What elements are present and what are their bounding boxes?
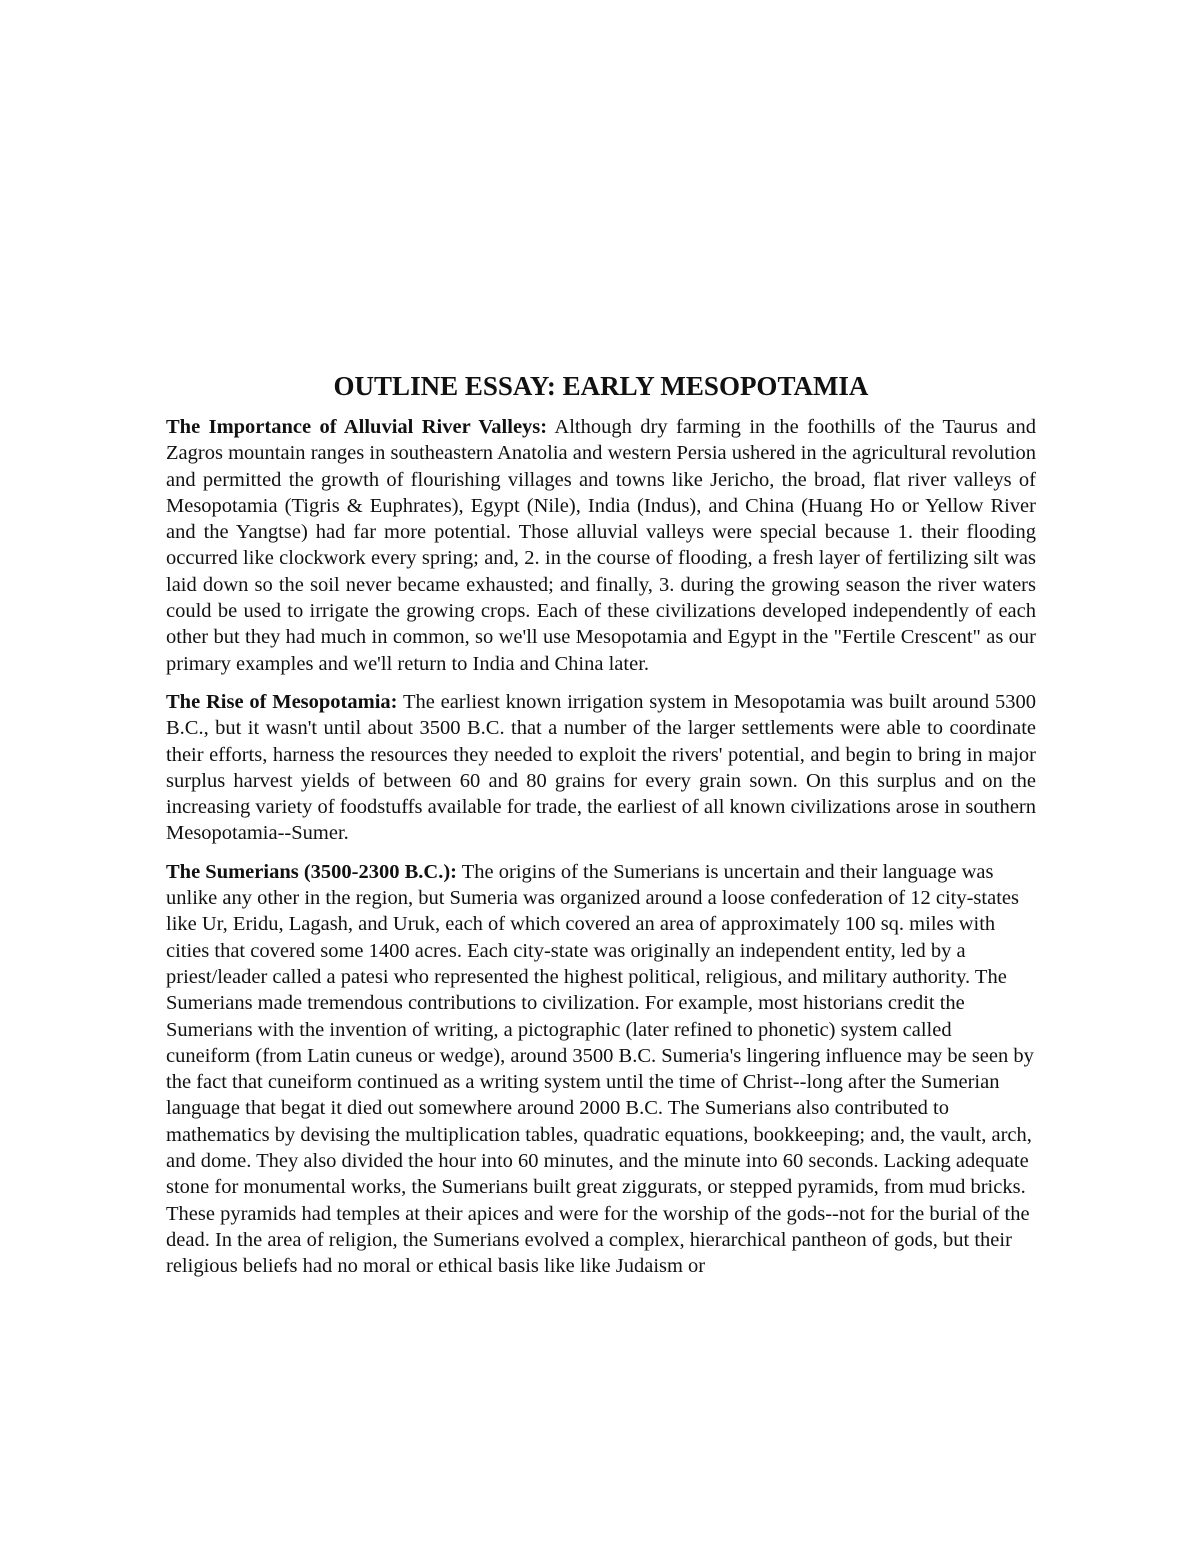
section-body: The origins of the Sumerians is uncertain and their language was unlike any other in the region, but Sumeria was organized around a loose confederation of 12 city-states like Ur, Eridu, Lagash, and Uruk, each of which covered an area of approximately 100 sq. miles with cities that covered some 1400 acres. Each city-state was originally an independent entity, led by a priest/leader called a patesi who represented the highest political, religious, and military authority. The Sumerians made tremendous contributions to civilization. For example, most historians credit the Sumerians with the invention of writing, a pictographic (later refined to phonetic) system called cuneiform (from Latin cuneus or wedge), around 3500 B.C. Sumeria's lingering influence may be seen by the fact that cuneiform continued as a writing system until the time of Christ--long after the Sumerian language that begat it died out somewhere around 2000 B.C. The Sumerians also contributed to mathematics by devising the multiplication tables, quadratic equations, bookkeeping; and, the vault, arch, and dome. They also divided the hour into 60 minutes, and the minute into 60 seconds. Lacking adequate stone for monumental works, the Sumerians built great ziggurats, or stepped pyramids, from mud bricks. These pyramids had temples at their apices and were for the worship of the gods--not for the burial of the dead. In the area of religion, the Sumerians evolved a complex, hierarchical pantheon of gods, but their religious beliefs had no moral or ethical basis like like Judaism or: [166, 860, 1034, 1278]
section-alluvial-valleys: [166, 414, 1036, 677]
section-heading: The Sumerians (3500-2300 B.C.):: [166, 860, 457, 883]
section-body: Although dry farming in the foothills of the Taurus and Zagros mountain ranges in southeastern Anatolia and western Persia ushered in the agricultural revolution and permitted the growth of flourishing villages and towns like Jericho, the broad, flat river valleys of Mesopotamia (Tigris & Euphrates), Egypt (Nile), India (Indus), and China (Huang Ho or Yellow River and the Yangtse) had far more potential. Those alluvial valleys were special because 1. their flooding occurred like clockwork every spring; and, 2. in the course of flooding, a fresh layer of fertilizing silt was laid down so the soil never became exhausted; and finally, 3. during the growing season the river waters could be used to irrigate the growing crops. Each of these civilizations developed independently of each other but they had much in common, so we'll use Mesopotamia and Egypt in the "Fertile Crescent" as our primary examples and we'll return to India and China later.: [166, 416, 1037, 675]
section-heading: The Rise of Mesopotamia:: [166, 690, 398, 713]
document-page: [166, 368, 1036, 1292]
section-sumerians: [166, 859, 1036, 1280]
section-rise-of-mesopotamia: [166, 689, 1036, 847]
page-title: OUTLINE ESSAY: EARLY MESOPOTAMIA: [333, 371, 869, 401]
section-body: The earliest known irrigation system in Mesopotamia was built around 5300 B.C., but it wasn't until about 3500 B.C. that a number of the larger settlements were able to coordinate their efforts, harness the resources they needed to exploit the rivers' potential, and begin to bring in major surplus harvest yields of between 60 and 80 grains for every grain sown. On this surplus and on the increasing variety of foodstuffs available for trade, the earliest of all known civilizations arose in southern Mesopotamia--Sumer.: [166, 690, 1036, 845]
section-heading: The Importance of Alluvial River Valleys:: [166, 416, 548, 438]
